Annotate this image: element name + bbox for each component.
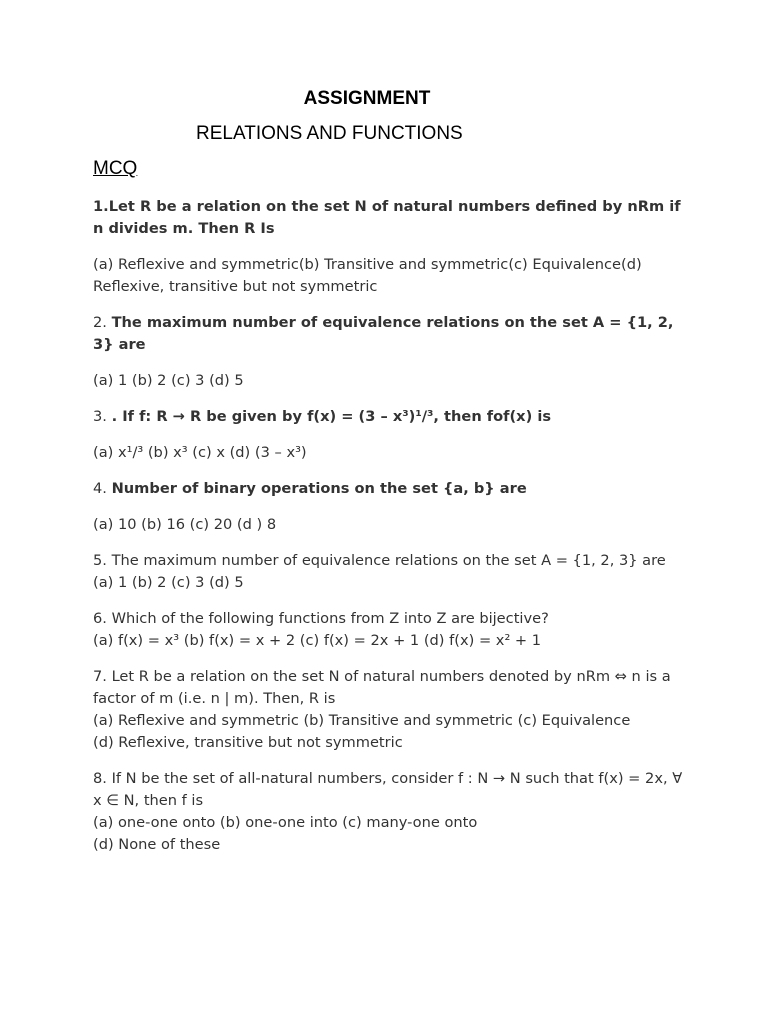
- question-5: [93, 550, 683, 594]
- page-title: ASSIGNMENT: [303, 88, 431, 109]
- question-text: 5. The maximum number of equivalence relations on the set A = {1, 2, 3} are: [93, 552, 666, 569]
- question-options: (a) Reflexive and symmetric (b) Transitive and symmetric (c) Equivalence: [93, 712, 631, 729]
- question-3-options: (a) x¹/³ (b) x³ (c) x (d) (3 – x³): [93, 444, 307, 461]
- question-options: (a) 1 (b) 2 (c) 3 (d) 5: [93, 574, 244, 591]
- question-2-text: [93, 312, 683, 356]
- question-text: 1.Let R be a relation on the set N of natural numbers defined by nRm if n divides m. Then R Is: [93, 198, 681, 237]
- question-text: 7. Let R be a relation on the set N of natural numbers denoted by nRm ⇔ n is a factor of m (i.e. n | m). Then, R is: [93, 668, 671, 707]
- question-text: Number of binary operations on the set {a, b} are: [111, 480, 527, 497]
- question-options: (a) one-one onto (b) one-one into (c) many-one onto: [93, 814, 478, 831]
- question-options: (d) Reflexive, transitive but not symmetric: [93, 734, 403, 751]
- section-heading: MCQ: [93, 158, 138, 179]
- question-1-options: (a) Reflexive and symmetric(b) Transitive and symmetric(c) Equivalence(d) Reflexive, transitive but not symmetric: [93, 256, 642, 295]
- question-options: (d) None of these: [93, 836, 221, 853]
- question-7: [93, 666, 683, 754]
- question-text: 6. Which of the following functions from Z into Z are bijective?: [93, 610, 549, 627]
- question-6: [93, 608, 683, 652]
- question-text: The maximum number of equivalence relations on the set A = {1, 2, 3} are: [93, 314, 674, 353]
- question-text: 8. If N be the set of all-natural numbers, consider f : N → N such that f(x) = 2x, ∀ x ∈ N, then f is: [93, 770, 683, 809]
- question-4-text: [93, 478, 683, 500]
- question-4-options: (a) 10 (b) 16 (c) 20 (d ) 8: [93, 516, 277, 533]
- question-8: [93, 768, 683, 856]
- question-options: (a) f(x) = x³ (b) f(x) = x + 2 (c) f(x) = 2x + 1 (d) f(x) = x² + 1: [93, 632, 542, 649]
- question-1-text: [93, 196, 683, 240]
- question-number: 4.: [93, 480, 112, 497]
- question-2-options: (a) 1 (b) 2 (c) 3 (d) 5: [93, 372, 244, 389]
- question-list: [93, 196, 683, 870]
- question-text: . If f: R → R be given by f(x) = (3 – x³)¹/³, then fof(x) is: [111, 408, 552, 425]
- question-number: 2.: [93, 314, 112, 331]
- page-subtitle: RELATIONS AND FUNCTIONS: [196, 123, 463, 144]
- question-3-text: [93, 406, 683, 428]
- question-number: 3.: [93, 408, 112, 425]
